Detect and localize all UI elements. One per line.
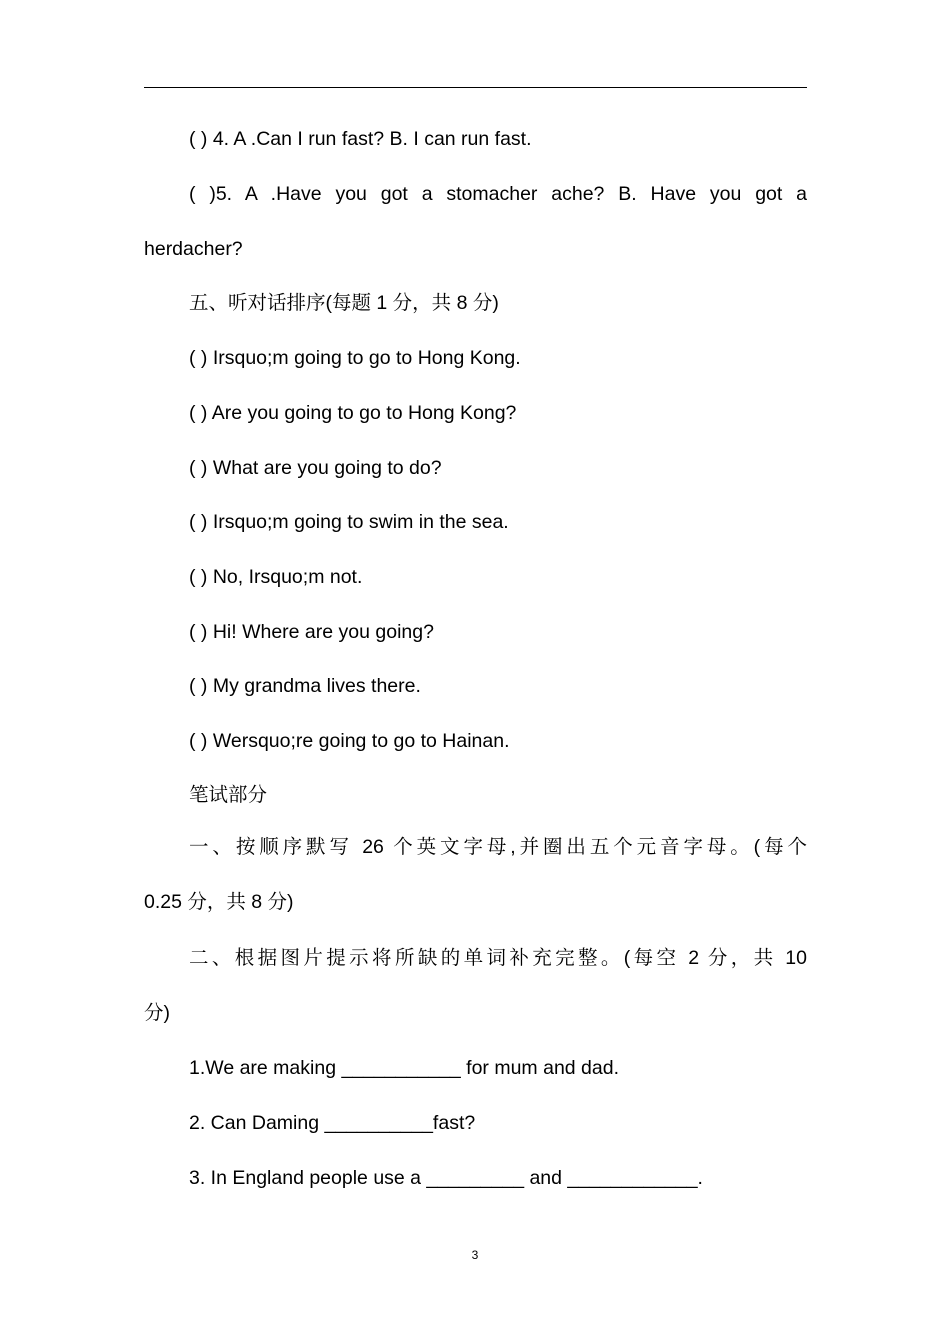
fill-blank-item: 1.We are making ___________ for mum and dad.	[189, 1057, 619, 1079]
written-question-1-line-2: 0.25 分，共 8 分)	[144, 891, 294, 913]
dialog-item: ( ) Hi! Where are you going?	[189, 621, 434, 643]
question-5-line-1: ( )5. A .Have you got a stomacher ache? B. Have you got a	[189, 183, 807, 205]
dialog-item: ( ) Irsquo;m going to go to Hong Kong.	[189, 347, 521, 369]
dialog-item: ( ) Are you going to go to Hong Kong?	[189, 402, 517, 424]
question-4: ( ) 4. A .Can I run fast? B. I can run fast.	[189, 128, 532, 150]
fill-blank-item: 3. In England people use a _________ and ____________.	[189, 1167, 703, 1189]
dialog-item: ( ) Wersquo;re going to go to Hainan.	[189, 730, 510, 752]
dialog-item: ( ) My grandma lives there.	[189, 675, 421, 697]
question-5-line-2: herdacher?	[144, 238, 243, 260]
written-question-2-line-1: 二、根据图片提示将所缺的单词补充完整。(每空 2 分，共 10	[189, 947, 807, 969]
written-question-2-line-2: 分)	[144, 1002, 170, 1024]
page-number: 3	[471, 1248, 479, 1262]
dialog-item: ( ) Irsquo;m going to swim in the sea.	[189, 511, 509, 533]
fill-blank-item: 2. Can Daming __________fast?	[189, 1112, 476, 1134]
dialog-item: ( ) What are you going to do?	[189, 457, 442, 479]
written-question-1-line-1: 一、按顺序默写 26 个英文字母,并圈出五个元音字母。(每个	[189, 836, 807, 858]
header-rule	[144, 87, 807, 88]
dialog-item: ( ) No, Irsquo;m not.	[189, 566, 363, 588]
section-5-title: 五、听对话排序(每题 1 分，共 8 分)	[189, 292, 499, 314]
written-part-heading: 笔试部分	[189, 784, 268, 806]
